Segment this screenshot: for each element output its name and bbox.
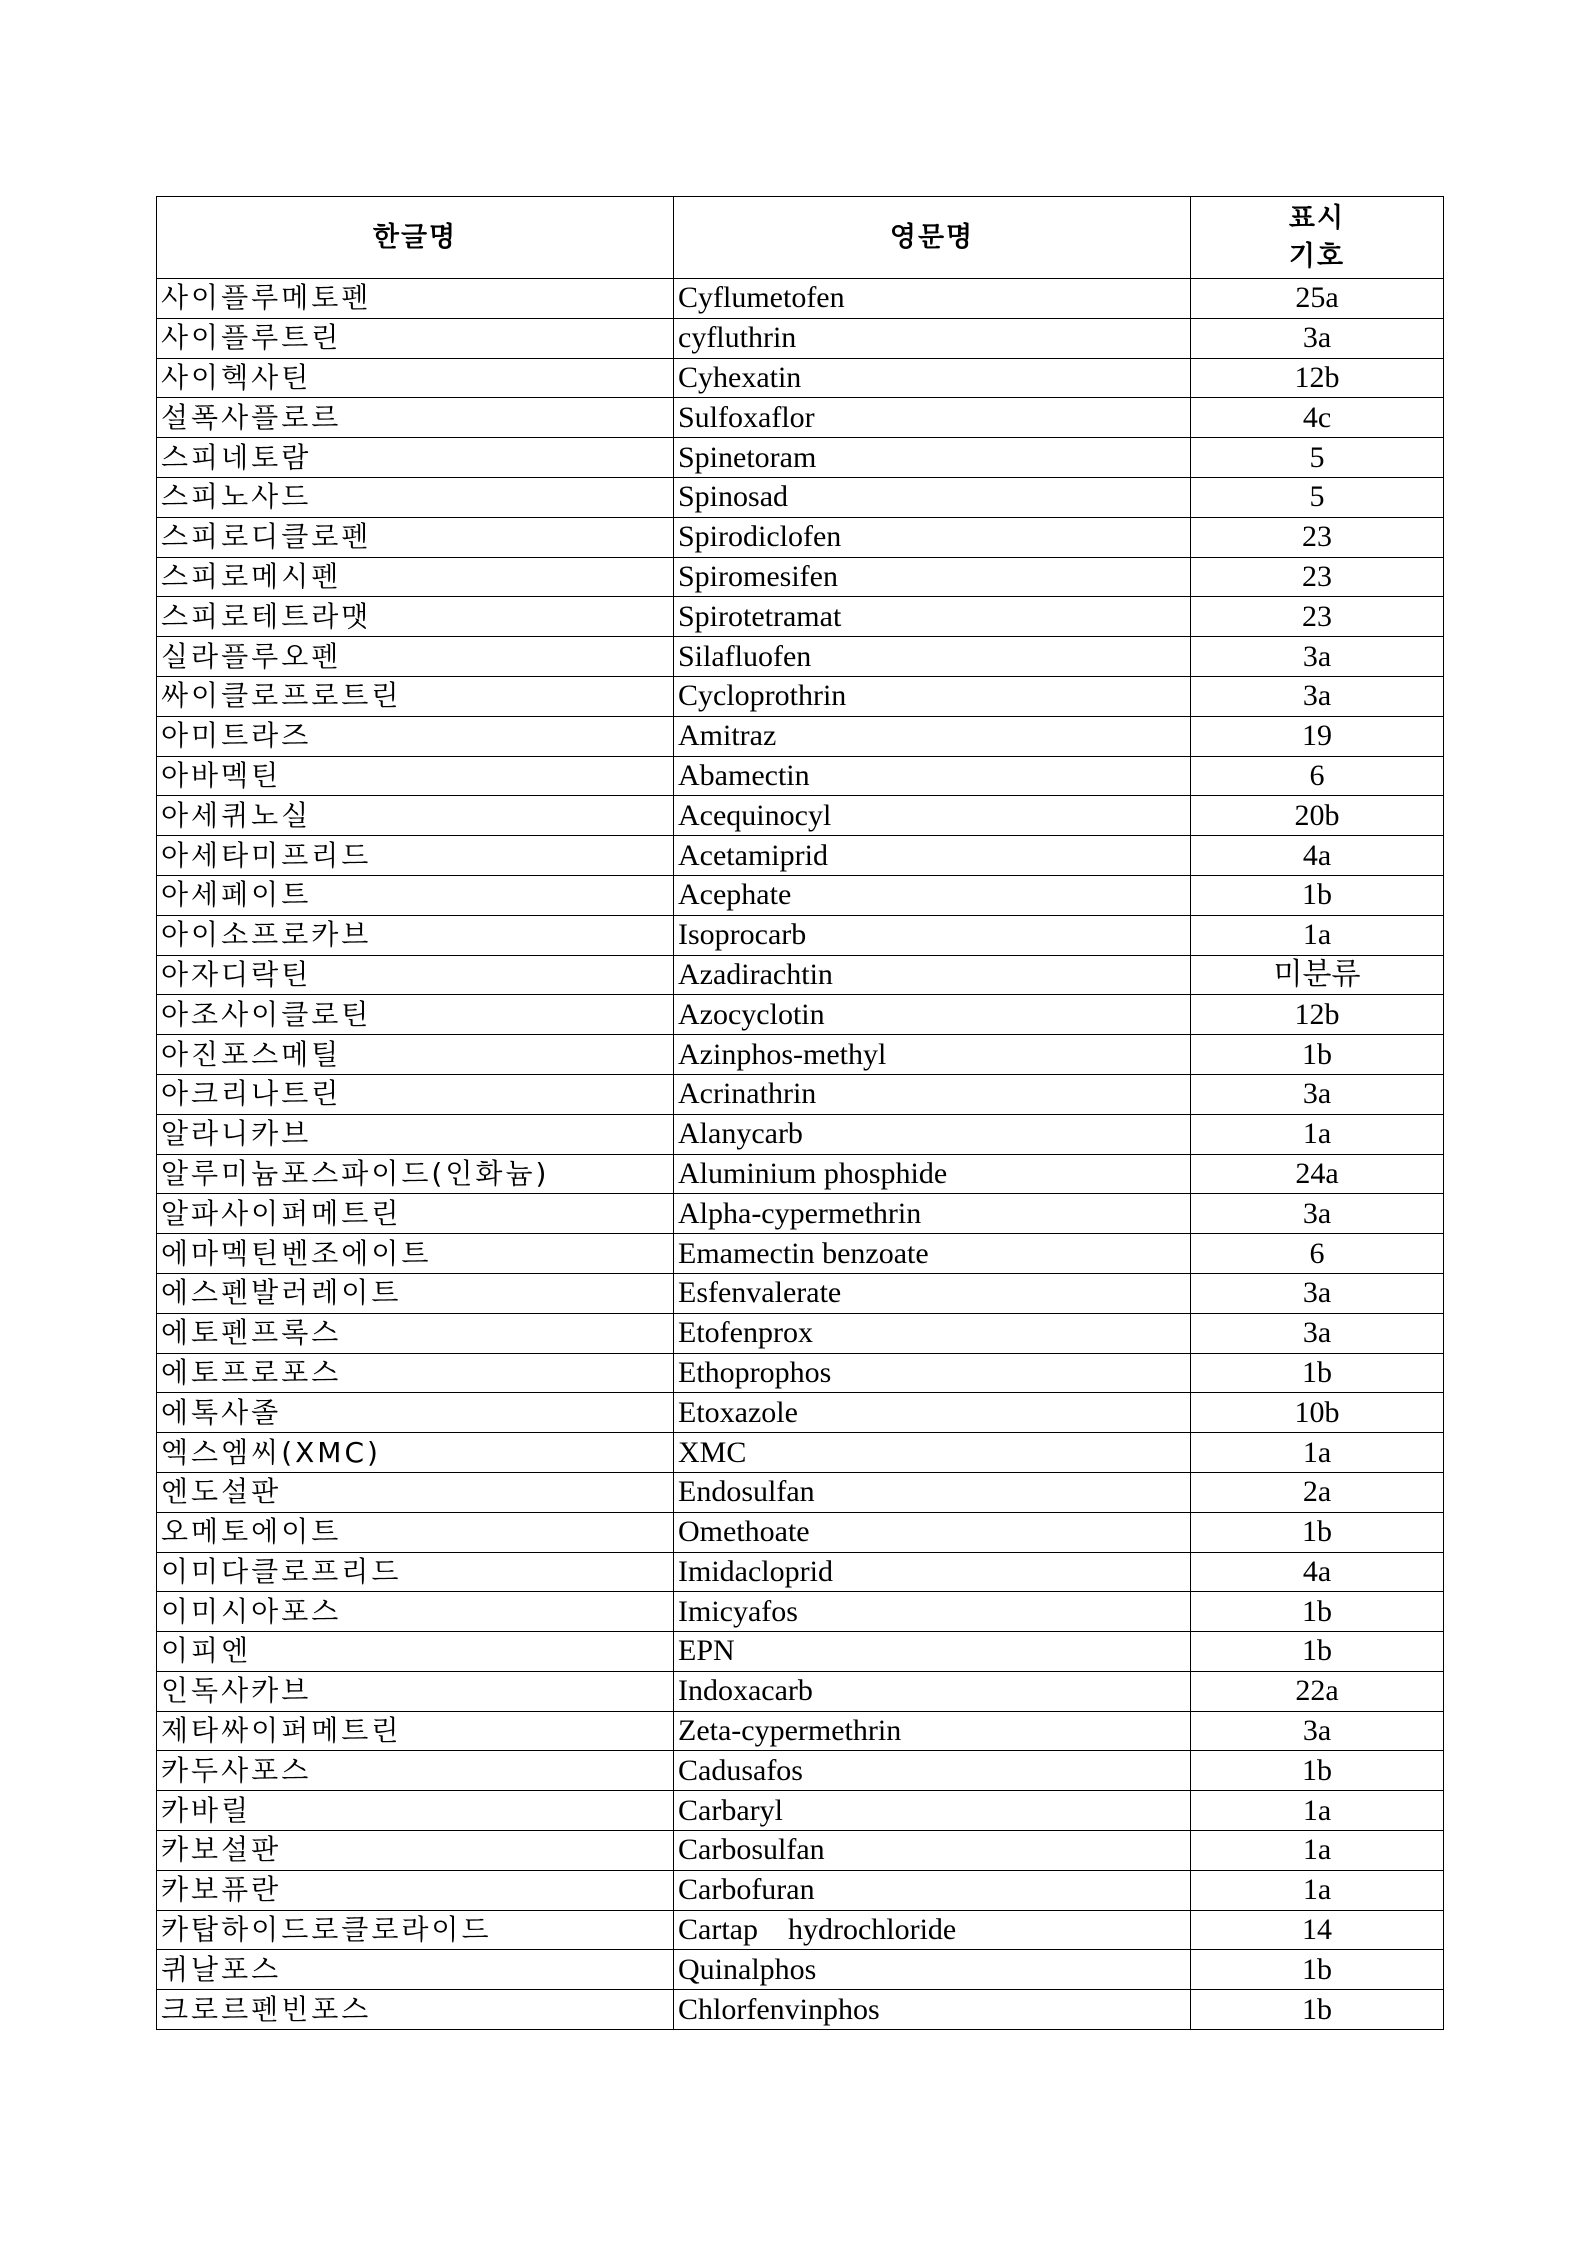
- table-row: [157, 1313, 1444, 1353]
- korean-name-cell: 아진포스메틸: [157, 1035, 674, 1075]
- korean-name-cell: 카보퓨란: [157, 1870, 674, 1910]
- code-cell: 1b: [1191, 1950, 1444, 1990]
- english-name-cell: Etoxazole: [674, 1393, 1191, 1433]
- korean-name-cell: 에마멕틴벤조에이트: [157, 1234, 674, 1274]
- korean-name-cell: 스피로메시펜: [157, 557, 674, 597]
- header-code-line1: 표시: [1288, 202, 1346, 234]
- table-row: [157, 1393, 1444, 1433]
- korean-name-cell: 사이헥사틴: [157, 358, 674, 398]
- code-cell: 25a: [1191, 279, 1444, 319]
- table-row: [157, 1950, 1444, 1990]
- table-row: [157, 1512, 1444, 1552]
- code-cell: 19: [1191, 716, 1444, 756]
- korean-name-cell: 알루미늄포스파이드(인화늄): [157, 1154, 674, 1194]
- english-name-cell: Quinalphos: [674, 1950, 1191, 1990]
- korean-name-cell: 크로르펜빈포스: [157, 1990, 674, 2030]
- table-row: [157, 318, 1444, 358]
- table-row: [157, 1791, 1444, 1831]
- code-cell: 4a: [1191, 1552, 1444, 1592]
- english-name-cell: cyfluthrin: [674, 318, 1191, 358]
- korean-name-cell: 카탑하이드로클로라이드: [157, 1910, 674, 1950]
- english-name-cell: Sulfoxaflor: [674, 398, 1191, 438]
- english-name-cell: Cyflumetofen: [674, 279, 1191, 319]
- korean-name-cell: 사이플루트린: [157, 318, 674, 358]
- english-name-cell: Acephate: [674, 875, 1191, 915]
- korean-name-cell: 아바멕틴: [157, 756, 674, 796]
- english-name-cell: Cyhexatin: [674, 358, 1191, 398]
- korean-name-cell: 아자디락틴: [157, 955, 674, 995]
- english-name-cell: Imidacloprid: [674, 1552, 1191, 1592]
- english-name-cell: Spinetoram: [674, 438, 1191, 478]
- code-cell: 3a: [1191, 1194, 1444, 1234]
- table-row: [157, 1831, 1444, 1871]
- english-name-cell: Emamectin benzoate: [674, 1234, 1191, 1274]
- english-name-cell: Abamectin: [674, 756, 1191, 796]
- table-row: [157, 1671, 1444, 1711]
- korean-name-cell: 카보설판: [157, 1831, 674, 1871]
- header-code: [1191, 197, 1444, 279]
- header-korean-name: 한글명: [157, 197, 674, 279]
- table-row: [157, 676, 1444, 716]
- korean-name-cell: 에토펜프록스: [157, 1313, 674, 1353]
- table-row: [157, 1552, 1444, 1592]
- table-row: [157, 1472, 1444, 1512]
- table-row: [157, 477, 1444, 517]
- table-row: [157, 1910, 1444, 1950]
- korean-name-cell: 아세퀴노실: [157, 796, 674, 836]
- english-name-cell: Indoxacarb: [674, 1671, 1191, 1711]
- table-row: [157, 1273, 1444, 1313]
- english-name-cell: Etofenprox: [674, 1313, 1191, 1353]
- table-row: [157, 637, 1444, 677]
- english-name-cell: Spiromesifen: [674, 557, 1191, 597]
- table-row: [157, 438, 1444, 478]
- code-cell: 3a: [1191, 637, 1444, 677]
- table-row: [157, 398, 1444, 438]
- korean-name-cell: 아세타미프리드: [157, 836, 674, 876]
- table-row: [157, 1035, 1444, 1075]
- table-row: [157, 1870, 1444, 1910]
- korean-name-cell: 스피네토람: [157, 438, 674, 478]
- code-cell: 1b: [1191, 1751, 1444, 1791]
- english-name-cell: Ethoprophos: [674, 1353, 1191, 1393]
- code-cell: 1b: [1191, 1632, 1444, 1672]
- code-cell: 6: [1191, 1234, 1444, 1274]
- code-cell: 1b: [1191, 1990, 1444, 2030]
- code-cell: 1a: [1191, 1791, 1444, 1831]
- code-cell: 23: [1191, 557, 1444, 597]
- table-body: [157, 279, 1444, 2030]
- code-cell: 22a: [1191, 1671, 1444, 1711]
- code-cell: 1b: [1191, 875, 1444, 915]
- english-name-cell: Alanycarb: [674, 1114, 1191, 1154]
- english-name-cell: Azinphos-methyl: [674, 1035, 1191, 1075]
- korean-name-cell: 아조사이클로틴: [157, 995, 674, 1035]
- code-cell: 1b: [1191, 1035, 1444, 1075]
- table-row: [157, 955, 1444, 995]
- table-row: [157, 517, 1444, 557]
- table-row: [157, 1433, 1444, 1473]
- code-cell: 미분류: [1191, 955, 1444, 995]
- korean-name-cell: 이미다클로프리드: [157, 1552, 674, 1592]
- table-row: [157, 1632, 1444, 1672]
- code-cell: 23: [1191, 517, 1444, 557]
- english-name-cell: Omethoate: [674, 1512, 1191, 1552]
- korean-name-cell: 카바릴: [157, 1791, 674, 1831]
- code-cell: 2a: [1191, 1472, 1444, 1512]
- code-cell: 24a: [1191, 1154, 1444, 1194]
- english-name-cell: Endosulfan: [674, 1472, 1191, 1512]
- table-row: [157, 995, 1444, 1035]
- code-cell: 5: [1191, 477, 1444, 517]
- english-name-cell: Cartap hydrochloride: [674, 1910, 1191, 1950]
- korean-name-cell: 이피엔: [157, 1632, 674, 1672]
- code-cell: 1b: [1191, 1353, 1444, 1393]
- english-name-cell: EPN: [674, 1632, 1191, 1672]
- code-cell: 3a: [1191, 676, 1444, 716]
- english-name-cell: Cycloprothrin: [674, 676, 1191, 716]
- korean-name-cell: 엔도설판: [157, 1472, 674, 1512]
- code-cell: 5: [1191, 438, 1444, 478]
- table-row: [157, 836, 1444, 876]
- korean-name-cell: 아이소프로카브: [157, 915, 674, 955]
- english-name-cell: Carbosulfan: [674, 1831, 1191, 1871]
- table-row: [157, 1194, 1444, 1234]
- english-name-cell: Alpha-cypermethrin: [674, 1194, 1191, 1234]
- table-row: [157, 915, 1444, 955]
- english-name-cell: Azadirachtin: [674, 955, 1191, 995]
- korean-name-cell: 스피노사드: [157, 477, 674, 517]
- code-cell: 3a: [1191, 1313, 1444, 1353]
- code-cell: 3a: [1191, 1273, 1444, 1313]
- code-cell: 1a: [1191, 1831, 1444, 1871]
- table-row: [157, 1154, 1444, 1194]
- table-row: [157, 1074, 1444, 1114]
- korean-name-cell: 카두사포스: [157, 1751, 674, 1791]
- table-row: [157, 1592, 1444, 1632]
- table-row: [157, 1114, 1444, 1154]
- pesticide-code-table: [156, 196, 1444, 2030]
- korean-name-cell: 제타싸이퍼메트린: [157, 1711, 674, 1751]
- code-cell: 3a: [1191, 1711, 1444, 1751]
- english-name-cell: Acetamiprid: [674, 836, 1191, 876]
- korean-name-cell: 에톡사졸: [157, 1393, 674, 1433]
- korean-name-cell: 설폭사플로르: [157, 398, 674, 438]
- code-cell: 12b: [1191, 995, 1444, 1035]
- korean-name-cell: 에스펜발러레이트: [157, 1273, 674, 1313]
- english-name-cell: Chlorfenvinphos: [674, 1990, 1191, 2030]
- table-row: [157, 1353, 1444, 1393]
- korean-name-cell: 오메토에이트: [157, 1512, 674, 1552]
- korean-name-cell: 싸이클로프로트린: [157, 676, 674, 716]
- table-row: [157, 1234, 1444, 1274]
- code-cell: 1a: [1191, 915, 1444, 955]
- table-row: [157, 716, 1444, 756]
- table-row: [157, 756, 1444, 796]
- code-cell: 10b: [1191, 1393, 1444, 1433]
- english-name-cell: Acrinathrin: [674, 1074, 1191, 1114]
- english-name-cell: Amitraz: [674, 716, 1191, 756]
- english-name-cell: Silafluofen: [674, 637, 1191, 677]
- table-row: [157, 1751, 1444, 1791]
- code-cell: 4c: [1191, 398, 1444, 438]
- table-row: [157, 1711, 1444, 1751]
- english-name-cell: Isoprocarb: [674, 915, 1191, 955]
- header-code-line2: 기호: [1288, 240, 1346, 272]
- code-cell: 4a: [1191, 836, 1444, 876]
- korean-name-cell: 퀴날포스: [157, 1950, 674, 1990]
- korean-name-cell: 인독사카브: [157, 1671, 674, 1711]
- code-cell: 1a: [1191, 1433, 1444, 1473]
- english-name-cell: Aluminium phosphide: [674, 1154, 1191, 1194]
- table-row: [157, 279, 1444, 319]
- table-row: [157, 796, 1444, 836]
- korean-name-cell: 실라플루오펜: [157, 637, 674, 677]
- korean-name-cell: 스피로테트라맷: [157, 597, 674, 637]
- english-name-cell: Spinosad: [674, 477, 1191, 517]
- english-name-cell: XMC: [674, 1433, 1191, 1473]
- code-cell: 1b: [1191, 1512, 1444, 1552]
- english-name-cell: Carbaryl: [674, 1791, 1191, 1831]
- code-cell: 1a: [1191, 1114, 1444, 1154]
- english-name-cell: Cadusafos: [674, 1751, 1191, 1791]
- english-name-cell: Zeta-cypermethrin: [674, 1711, 1191, 1751]
- code-cell: 1a: [1191, 1870, 1444, 1910]
- code-cell: 20b: [1191, 796, 1444, 836]
- code-cell: 23: [1191, 597, 1444, 637]
- korean-name-cell: 스피로디클로펜: [157, 517, 674, 557]
- code-cell: 12b: [1191, 358, 1444, 398]
- korean-name-cell: 에토프로포스: [157, 1353, 674, 1393]
- table-row: [157, 358, 1444, 398]
- korean-name-cell: 알라니카브: [157, 1114, 674, 1154]
- korean-name-cell: 아미트라즈: [157, 716, 674, 756]
- code-cell: 14: [1191, 1910, 1444, 1950]
- code-cell: 6: [1191, 756, 1444, 796]
- korean-name-cell: 이미시아포스: [157, 1592, 674, 1632]
- korean-name-cell: 알파사이퍼메트린: [157, 1194, 674, 1234]
- table-row: [157, 557, 1444, 597]
- korean-name-cell: 아크리나트린: [157, 1074, 674, 1114]
- english-name-cell: Azocyclotin: [674, 995, 1191, 1035]
- english-name-cell: Spirodiclofen: [674, 517, 1191, 557]
- english-name-cell: Esfenvalerate: [674, 1273, 1191, 1313]
- table-row: [157, 597, 1444, 637]
- table-row: [157, 875, 1444, 915]
- korean-name-cell: 엑스엠씨(XMC): [157, 1433, 674, 1473]
- table-row: [157, 1990, 1444, 2030]
- english-name-cell: Acequinocyl: [674, 796, 1191, 836]
- code-cell: 3a: [1191, 318, 1444, 358]
- code-cell: 3a: [1191, 1074, 1444, 1114]
- header-english-name: 영문명: [674, 197, 1191, 279]
- korean-name-cell: 사이플루메토펜: [157, 279, 674, 319]
- english-name-cell: Imicyafos: [674, 1592, 1191, 1632]
- english-name-cell: Spirotetramat: [674, 597, 1191, 637]
- table-header-row: [157, 197, 1444, 279]
- english-name-cell: Carbofuran: [674, 1870, 1191, 1910]
- korean-name-cell: 아세페이트: [157, 875, 674, 915]
- code-cell: 1b: [1191, 1592, 1444, 1632]
